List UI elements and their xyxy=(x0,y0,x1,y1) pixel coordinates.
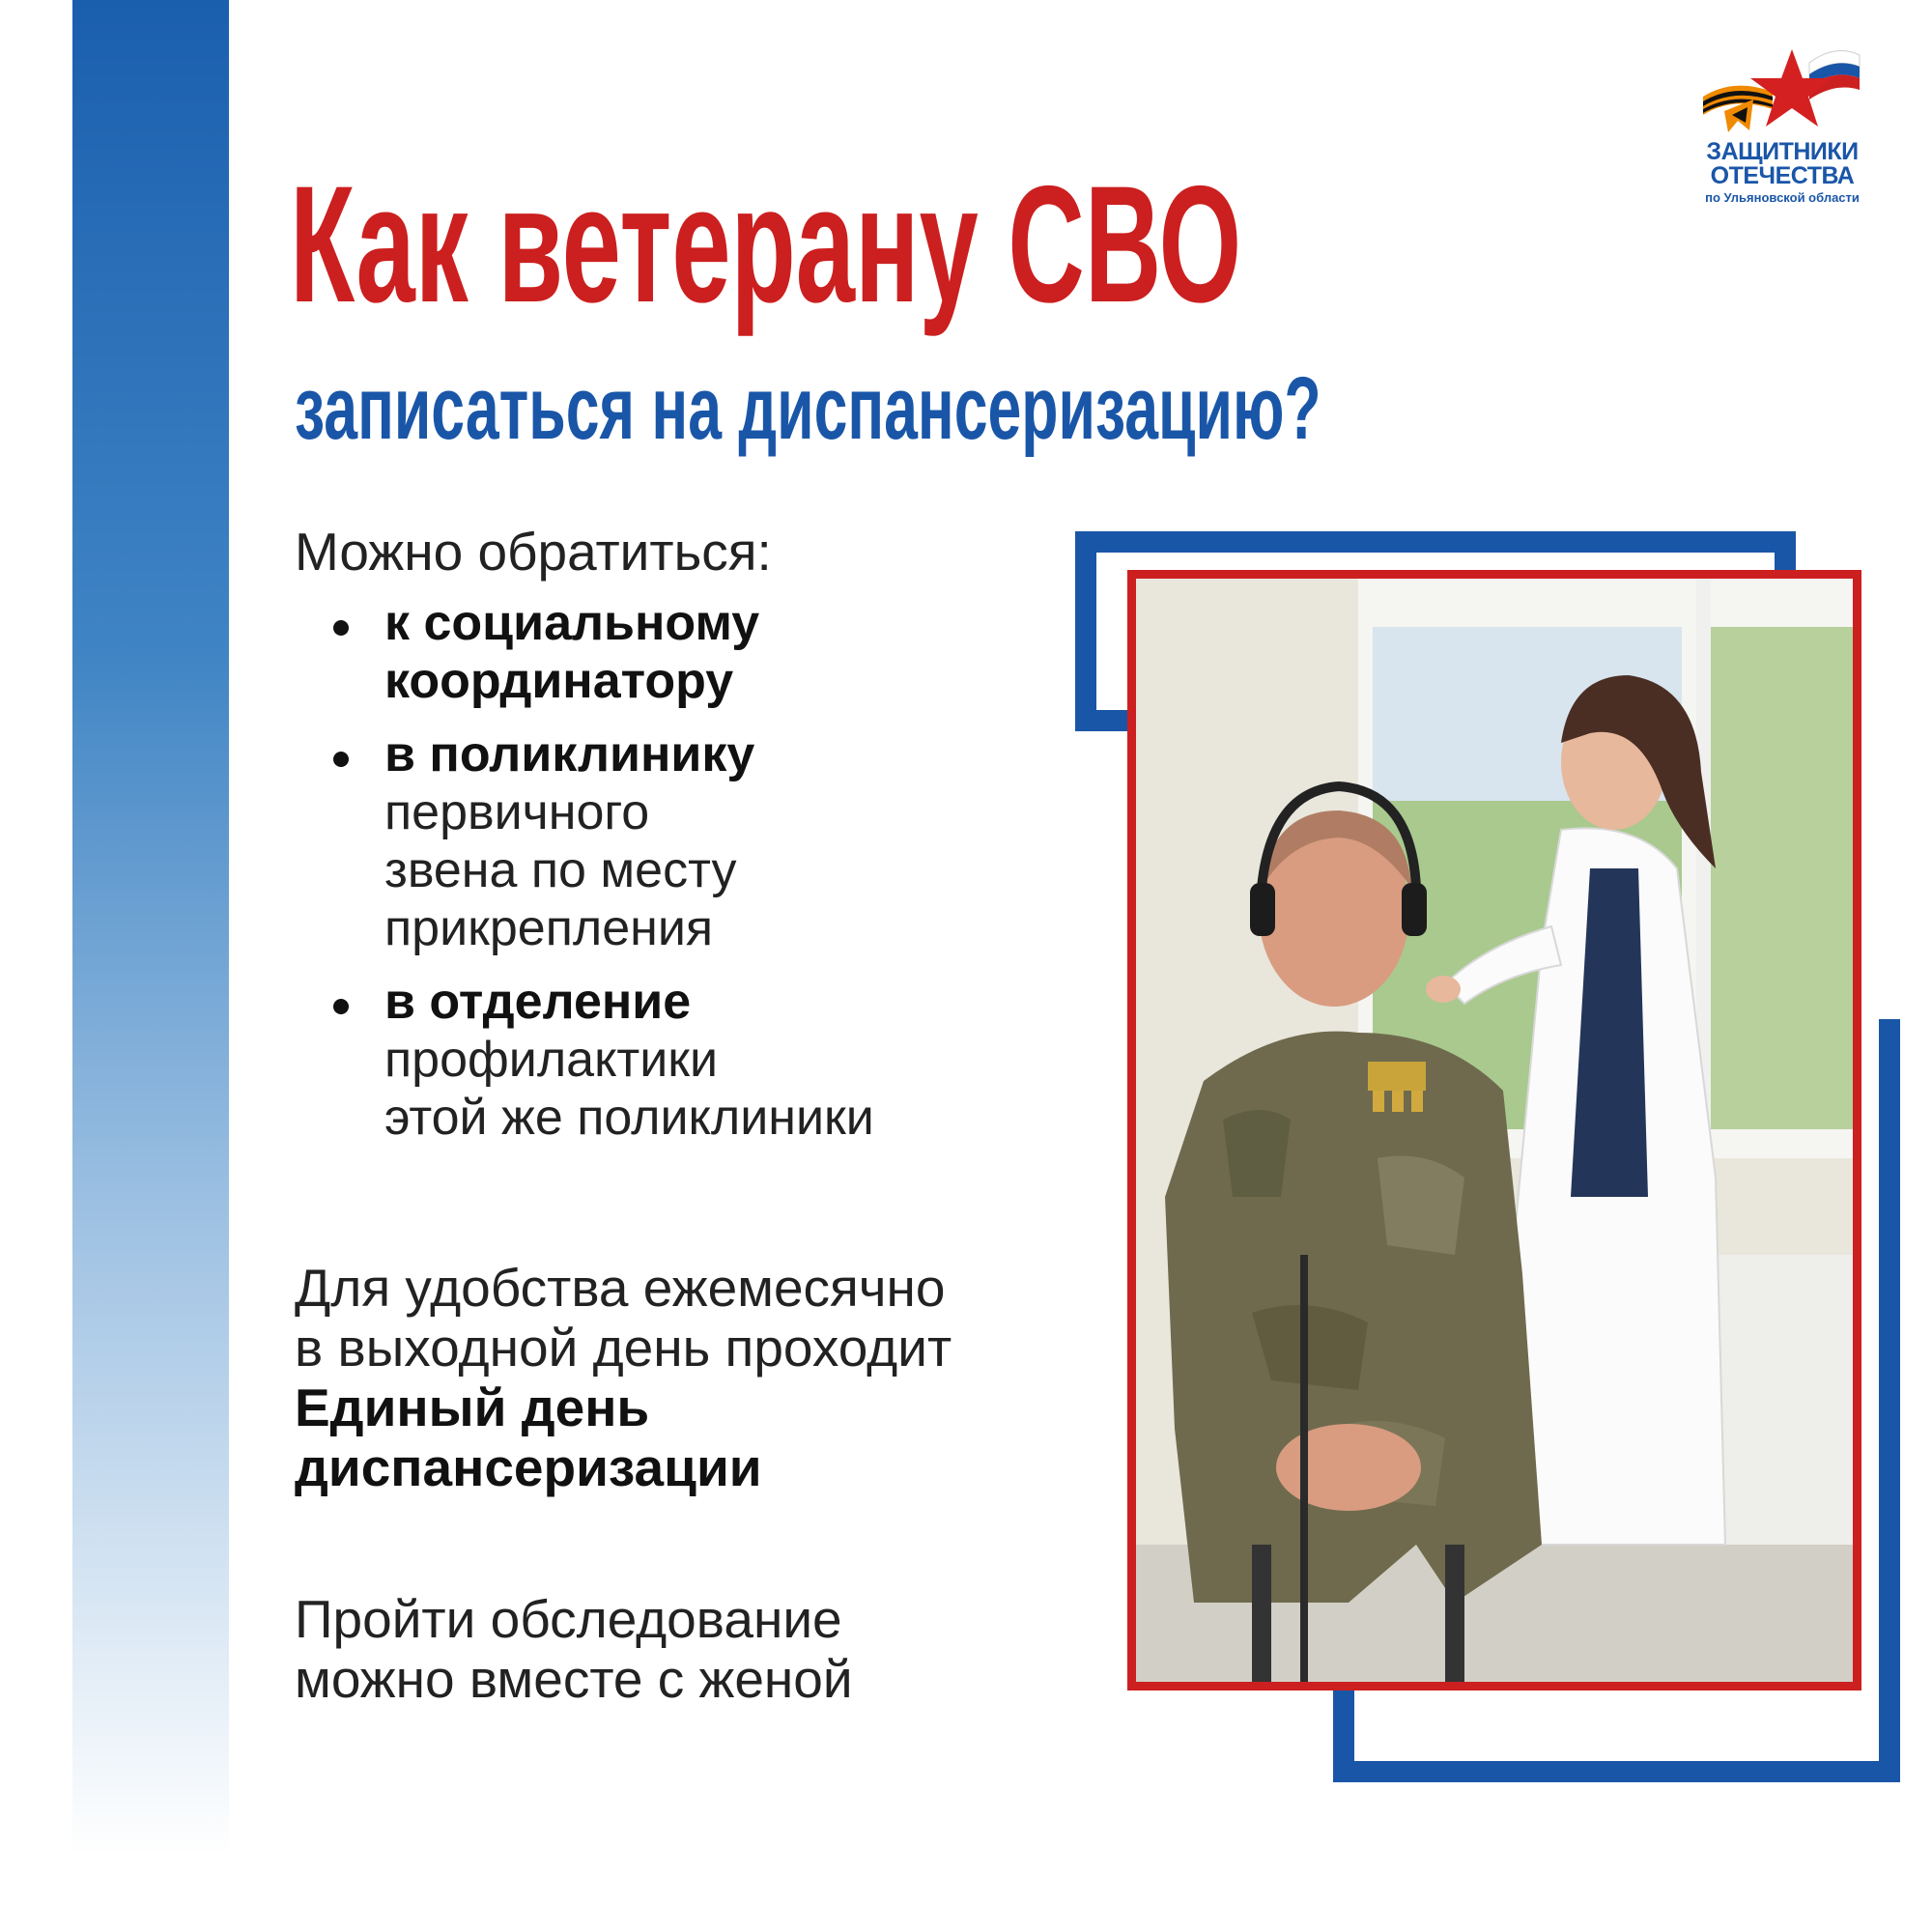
options-list xyxy=(328,594,1082,1162)
unified-day-info: Для удобства ежемесячно в выходной день проходит Единый день диспансеризации xyxy=(295,1258,952,1497)
red-star-icon xyxy=(1695,43,1869,140)
blue-frame-top-foot xyxy=(1075,710,1133,731)
left-gradient-stripe xyxy=(72,0,229,1855)
blue-frame-bottom xyxy=(1333,1761,1900,1782)
intro-text: Можно обратиться: xyxy=(295,522,772,582)
defenders-logo xyxy=(1671,43,1893,213)
option-title: в отделение xyxy=(384,974,692,1030)
option-title: к социальному xyxy=(384,595,760,651)
blue-frame-right xyxy=(1879,1019,1900,1782)
option-detail: этой же поликлиники xyxy=(384,1090,874,1146)
photo-illustration xyxy=(1136,579,1853,1682)
blue-frame-bottom-left xyxy=(1333,1681,1354,1782)
footer-note: Пройти обследование можно вместе с женой xyxy=(295,1589,853,1709)
list-item xyxy=(328,725,1082,957)
option-detail: профилактики xyxy=(384,1032,719,1088)
st-george-ribbon-icon xyxy=(1703,86,1773,132)
logo-subtitle: по Ульяновской области xyxy=(1705,190,1860,205)
option-detail: звена по месту xyxy=(384,842,737,898)
logo-title: ЗАЩИТНИКИ ОТЕЧЕСТВА xyxy=(1706,138,1859,189)
photo-hearing-test xyxy=(1127,570,1861,1690)
option-title: в поликлинику xyxy=(384,726,755,782)
page-subtitle: записаться на диспансеризацию? xyxy=(295,359,1321,458)
page-title: Как ветерану СВО xyxy=(290,152,1242,337)
list-item xyxy=(328,594,1082,710)
list-item xyxy=(328,973,1082,1147)
option-detail: прикрепления xyxy=(384,900,714,956)
blue-frame-top-left xyxy=(1075,531,1096,731)
option-title: координатору xyxy=(384,653,734,709)
option-detail: первичного xyxy=(384,784,650,840)
russian-flag-ribbon-icon xyxy=(1809,51,1860,100)
